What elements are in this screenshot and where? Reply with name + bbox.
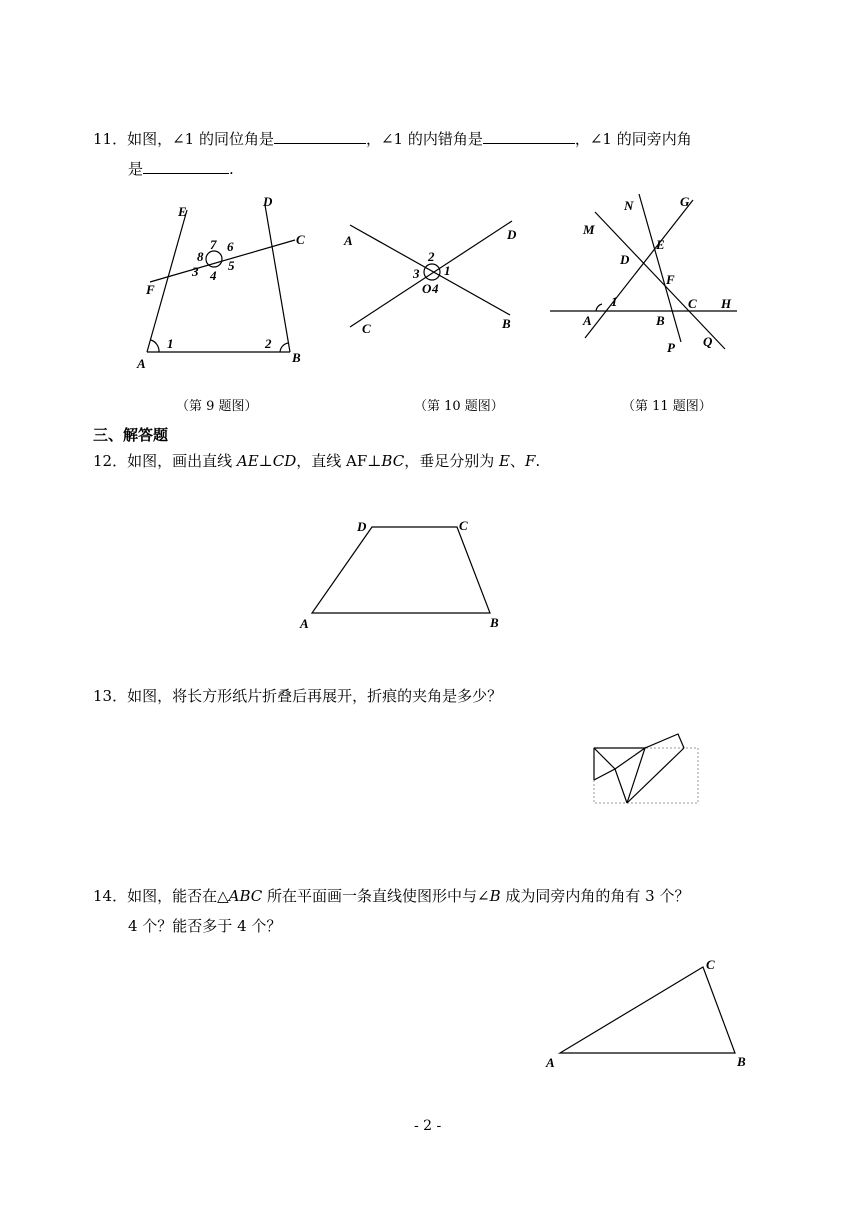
fig9-label-5: 5 bbox=[228, 258, 235, 273]
fig10-label-1: 1 bbox=[444, 263, 451, 278]
q12-var-E: E bbox=[498, 452, 510, 470]
figure-9 bbox=[130, 190, 330, 380]
figure-12-trapezoid bbox=[295, 515, 505, 635]
fig11-label-P: P bbox=[667, 340, 675, 355]
q12-var-AE: AE bbox=[236, 452, 259, 470]
fig9-label-3: 3 bbox=[192, 264, 199, 279]
q14-text-a: 14．如图，能否在△ bbox=[93, 887, 229, 905]
q11-text-b: ，∠1 的内错角是 bbox=[365, 130, 483, 148]
q12-var-BC: BC bbox=[381, 452, 405, 470]
fig12-label-C: C bbox=[459, 518, 468, 533]
q14-var-ABC: ABC bbox=[228, 887, 263, 905]
fig11-line-mq bbox=[595, 212, 725, 349]
fig11-label-F: F bbox=[666, 272, 675, 287]
question-14-line2: 4 个？能否多于 4 个？ bbox=[128, 917, 282, 935]
fig9-label-4: 4 bbox=[210, 268, 217, 283]
fig11-label-G: G bbox=[680, 194, 690, 209]
fig12-label-B: B bbox=[490, 615, 499, 630]
fig9-label-B: B bbox=[292, 350, 301, 365]
page-number: - 2 - bbox=[414, 1118, 442, 1134]
fig12-label-A: A bbox=[300, 616, 309, 631]
fig10-caption: （第 10 题图） bbox=[414, 399, 504, 414]
fig9-label-F: F bbox=[146, 282, 155, 297]
fig9-caption: （第 9 题图） bbox=[176, 399, 258, 414]
fig10-label-C: C bbox=[362, 321, 371, 335]
question-14-line1 bbox=[93, 885, 689, 907]
q11-text-c: ，∠1 的同旁内角 bbox=[574, 130, 692, 148]
fig11-label-D: D bbox=[620, 252, 630, 267]
fig9-label-1: 1 bbox=[167, 336, 174, 351]
q11-blank-3 bbox=[143, 158, 229, 174]
fig11-label-A: A bbox=[583, 313, 592, 328]
fig11-label-M: M bbox=[583, 222, 595, 237]
fig11-label-E: E bbox=[656, 237, 665, 252]
question-12 bbox=[93, 450, 540, 472]
fig11-label-1: 1 bbox=[611, 294, 618, 309]
fold-crease-2 bbox=[615, 748, 645, 803]
fig14-label-A: A bbox=[546, 1055, 555, 1070]
fig11-label-Q: Q bbox=[703, 334, 713, 349]
q14-var-B: B bbox=[489, 887, 501, 905]
fig10-label-A: A bbox=[344, 233, 353, 248]
fig10-line-cd bbox=[350, 221, 512, 327]
q12-text-d: ，垂足分别为 bbox=[404, 452, 499, 470]
paper-outline-dashed bbox=[594, 748, 698, 803]
fig12-label-D: D bbox=[357, 519, 367, 534]
fig9-label-E: E bbox=[178, 204, 187, 219]
fig9-line-bd bbox=[265, 205, 290, 352]
q11-text-d: 是 bbox=[128, 160, 144, 178]
q14-text-c: 成为同旁内角的角有 3 个？ bbox=[500, 887, 690, 905]
figure-14-triangle bbox=[540, 955, 760, 1075]
q14-text-b: 所在平面画一条直线使图形中与∠ bbox=[262, 887, 490, 905]
fig9-label-A: A bbox=[137, 356, 146, 371]
fig9-label-C: C bbox=[296, 232, 305, 247]
fig9-label-7: 7 bbox=[210, 237, 217, 252]
fig11-label-B: B bbox=[656, 313, 665, 328]
question-13: 13．如图，将长方形纸片折叠后再展开，折痕的夹角是多少？ bbox=[93, 687, 503, 705]
section-heading: 三、解答题 bbox=[93, 426, 169, 444]
fig9-line-fc bbox=[150, 240, 295, 282]
paper-folded-edge bbox=[594, 734, 684, 748]
fig10-label-3: 3 bbox=[413, 266, 420, 281]
fig10-label-4: 4 bbox=[432, 281, 439, 296]
fig11-label-H: H bbox=[721, 296, 732, 311]
fig10-vertex-circle bbox=[424, 264, 440, 280]
fig9-label-8: 8 bbox=[197, 249, 204, 264]
question-11-line2 bbox=[128, 158, 234, 180]
fig9-label-D: D bbox=[263, 194, 273, 209]
fold-crease-1 bbox=[594, 769, 627, 803]
question-11-line1 bbox=[93, 128, 692, 150]
q11-blank-1 bbox=[274, 128, 366, 144]
fig10-label-O: O bbox=[422, 281, 432, 296]
q12-text-f: . bbox=[535, 452, 541, 470]
q12-var-F: F bbox=[524, 452, 536, 470]
fig11-line-ag bbox=[585, 200, 693, 338]
fig11-angle1-arc bbox=[596, 304, 602, 311]
q12-text-e: 、 bbox=[509, 452, 525, 470]
fig9-label-2: 2 bbox=[265, 336, 272, 351]
fig9-label-6: 6 bbox=[227, 239, 234, 254]
fig10-label-B: B bbox=[502, 316, 511, 331]
q12-text-perp: ⊥ bbox=[258, 452, 273, 470]
fig11-label-N: N bbox=[624, 198, 634, 213]
fig11-label-C: C bbox=[688, 296, 697, 311]
q12-text-a: 12．如图，画出直线 bbox=[93, 452, 237, 470]
fig10-label-D: D bbox=[507, 227, 517, 242]
q11-blank-2 bbox=[483, 128, 575, 144]
q12-text-c: ，直线 AF⊥ bbox=[296, 452, 382, 470]
q11-text-e: . bbox=[229, 160, 234, 178]
fig10-label-2: 2 bbox=[428, 249, 435, 264]
fig9-vertex-circle bbox=[206, 251, 222, 267]
figure-10 bbox=[340, 215, 530, 335]
triangle-abc bbox=[560, 967, 735, 1053]
q11-text-a: 11．如图，∠1 的同位角是 bbox=[93, 130, 274, 148]
fig9-angle2-arc bbox=[280, 343, 288, 352]
fig14-label-B: B bbox=[737, 1054, 746, 1069]
figure-13-folded-paper bbox=[590, 728, 705, 808]
fold-top-flap bbox=[594, 748, 615, 769]
trapezoid-abcd bbox=[312, 527, 490, 613]
fig14-label-C: C bbox=[706, 957, 715, 972]
fig9-angle1-arc bbox=[151, 340, 159, 352]
q12-var-CD: CD bbox=[272, 452, 297, 470]
figure-11 bbox=[545, 190, 750, 365]
fig11-caption: （第 11 题图） bbox=[622, 399, 712, 414]
